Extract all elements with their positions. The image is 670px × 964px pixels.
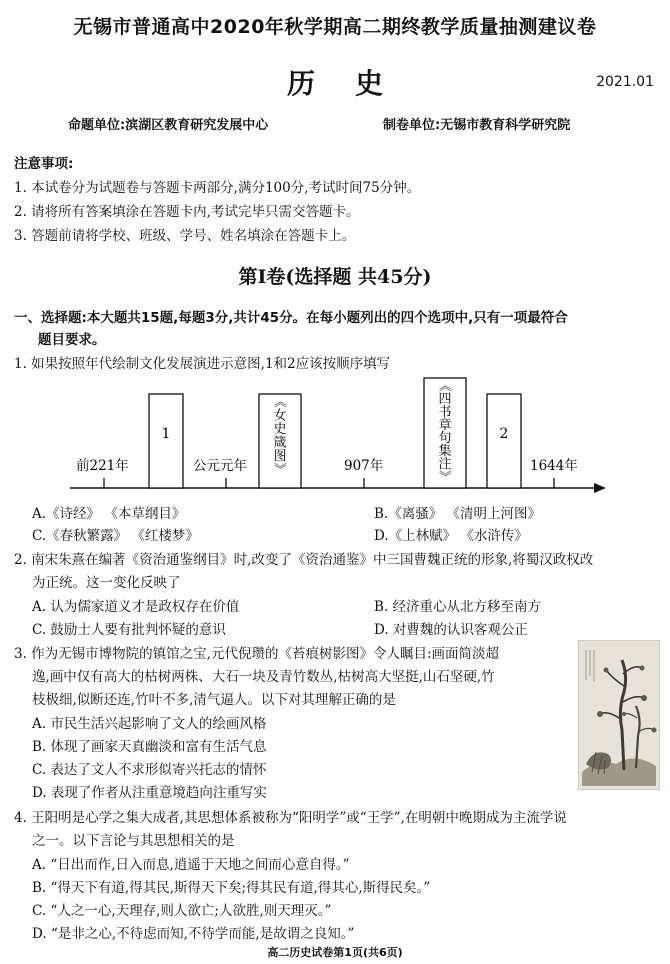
proposer-unit: 命题单位:滨湖区教育研究发展中心: [68, 118, 269, 133]
option-d: D. “是非之心,不待虑而知,不待学而能,是故谓之良知。”: [32, 926, 355, 942]
option-a: A. “日出而作,日入而息,逍遥于天地之间而心意自得。”: [32, 857, 350, 873]
vertical-char: 书: [438, 405, 452, 420]
question-stem-cont: 枝极细,似断还连,竹叶不多,清气逼人。以下对其理解正确的是: [32, 692, 396, 708]
notice-item: 1. 本试卷分为试题卷与答题卡两部分,满分100分,考试时间75分钟。: [14, 180, 421, 196]
timeline-arrowhead: [594, 483, 606, 493]
question-stem-cont: 之一。以下言论与其思想相关的是: [32, 833, 235, 849]
notice-item: 3. 答题前请将学校、班级、学号、姓名填涂在答题卡上。: [14, 228, 356, 244]
option-b: B. 经济重心从北方移至南方: [374, 599, 542, 615]
vertical-char: 》: [271, 462, 287, 476]
page-footer: 高二历史试卷第1页(共6页): [267, 946, 403, 959]
exam-date: 2021.01: [596, 74, 654, 90]
section-instruction-cont: 题目要求。: [38, 332, 106, 348]
question-stem-cont: 为正统。这一变化反映了: [32, 575, 181, 591]
notice-item: 2. 请将所有答案填涂在答题卡内,考试完毕只需交答题卡。: [14, 204, 360, 220]
vertical-char: 注: [438, 457, 452, 472]
vertical-char: 《: [271, 394, 287, 408]
vertical-char: 图: [273, 449, 287, 464]
timeline-diagram: [0, 370, 670, 500]
question-stem-cont: 逸,画中仅有高大的枯树两株、大石一块及青竹数丛,枯树高大坚挺,山石坚硬,竹: [32, 669, 495, 685]
vertical-char: 章: [438, 418, 452, 433]
vertical-char: 句: [438, 431, 452, 446]
timeline-label: 前221年: [76, 458, 129, 474]
timeline-box-painting-label: [271, 395, 286, 476]
timeline-box-2-label: 2: [499, 426, 509, 442]
timeline-label: 907年: [344, 458, 384, 474]
option-c: C. “人之一心,天理存,则人欲亡;人欲胜,则天理灭。”: [32, 903, 332, 919]
vertical-char: 女: [273, 408, 287, 424]
painting-image: [578, 640, 660, 790]
vertical-char: 四: [438, 392, 452, 407]
option-b: B.《离骚》 《清明上河图》: [374, 506, 542, 522]
subject-title: 历史: [286, 67, 423, 100]
section-instruction: 一、选择题:本大题共15题,每题3分,共计45分。在每小题列出的四个选项中,只有一项最符合: [14, 310, 568, 326]
option-c: C. 表达了文人不求形似寄兴托志的情怀: [32, 762, 267, 778]
vertical-char: 集: [438, 444, 452, 459]
timeline-label: 公元元年: [193, 458, 247, 474]
part-title: 第Ⅰ卷(选择题 共45分): [238, 266, 432, 288]
option-d: D. 表现了作者从注重意境趋向注重写实: [32, 785, 267, 801]
question-stem: 3. 作为无锡市博物院的镇馆之宝,元代倪瓒的《苔痕树影图》令人瞩目:画面简淡超: [14, 646, 500, 662]
timeline-label: 1644年: [530, 458, 578, 474]
option-d: D.《上林赋》 《水浒传》: [374, 528, 528, 544]
timeline-box-1-label: 1: [161, 426, 171, 442]
vertical-char: 史: [273, 422, 287, 437]
exam-title: 无锡市普通高中2020年秋学期高二期终教学质量抽测建议卷: [73, 16, 597, 38]
question-stem: 1. 如果按照年代绘制文化发展演进示意图,1和2应该按顺序填写: [14, 356, 391, 372]
option-b: B. 体现了画家天真幽淡和富有生活气息: [32, 739, 267, 755]
timeline-box-book-label: [436, 379, 451, 483]
vertical-char: 《: [436, 378, 452, 392]
option-d: D. 对曹魏的认识客观公正: [374, 622, 528, 638]
notice-heading: 注意事项:: [14, 156, 74, 172]
question-stem: 4. 王阳明是心学之集大成者,其思想体系被称为“阳明学”或“王学”,在明朝中晚期成为主流学说: [14, 810, 567, 826]
option-a: A. 市民生活兴起影响了文人的绘画风格: [32, 716, 267, 732]
option-c: C. 鼓励士人要有批判怀疑的意识: [32, 622, 226, 638]
vertical-char: 箴: [273, 435, 287, 451]
option-c: C.《春秋繁露》 《红楼梦》: [32, 528, 199, 544]
producer-unit: 制卷单位:无锡市教育科学研究院: [383, 118, 571, 133]
vertical-char: 》: [436, 469, 452, 483]
option-b: B. “得天下有道,得其民,斯得天下矣;得其民有道,得其心,斯得民矣。”: [32, 880, 431, 896]
option-a: A.《诗经》 《本草纲目》: [32, 506, 186, 522]
question-stem: 2. 南宋朱熹在编著《资治通鉴纲目》时,改变了《资治通鉴》中三国曹魏正统的形象,将蜀汉政权改: [14, 552, 594, 568]
option-a: A. 认为儒家道义才是政权存在价值: [32, 599, 240, 615]
